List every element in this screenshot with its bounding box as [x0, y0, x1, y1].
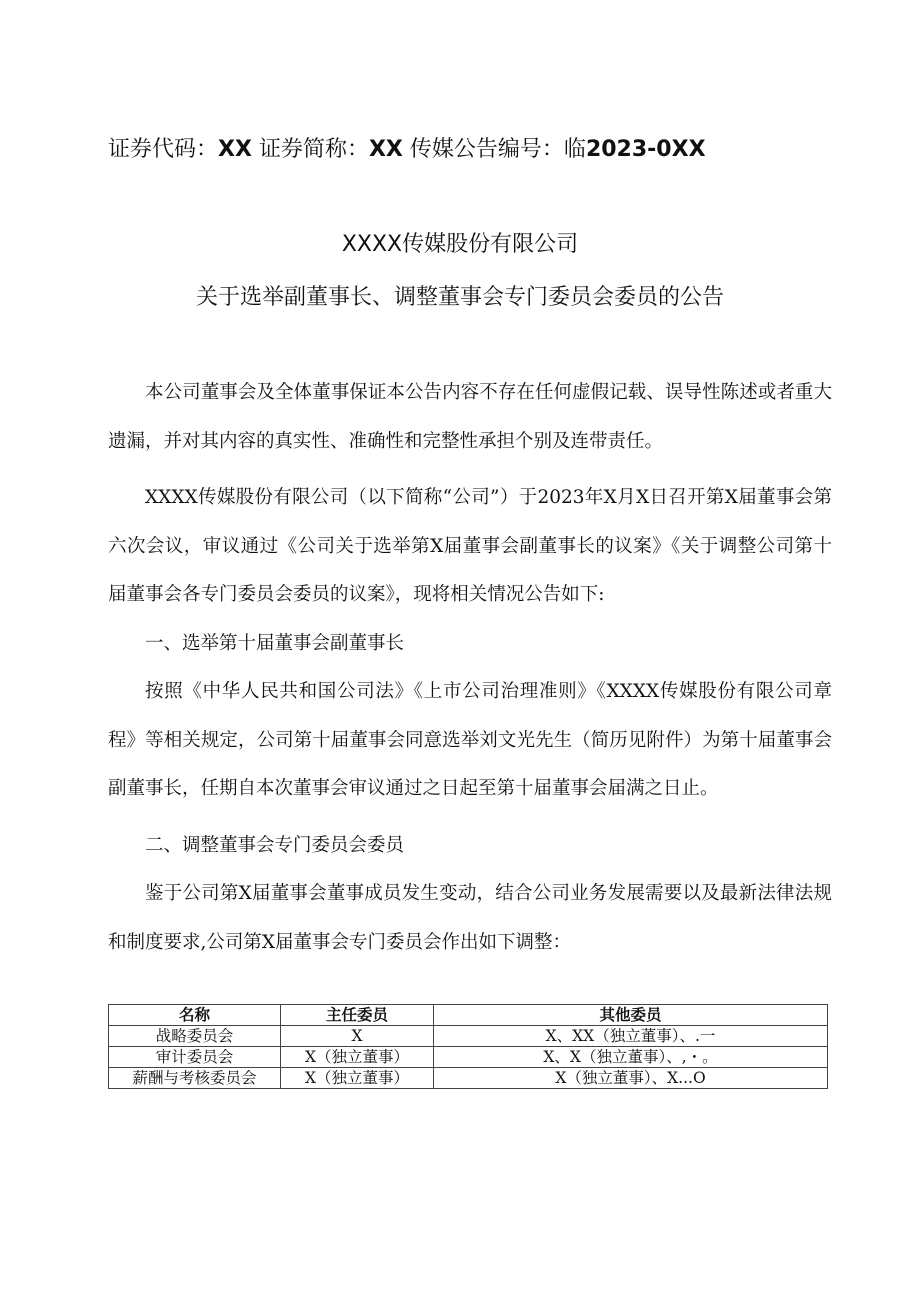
committee-members: X（独立董事）、X...O	[434, 1068, 828, 1089]
notice-number-label: 公告编号：临	[453, 137, 586, 162]
company-name: XXXX传媒股份有限公司	[341, 232, 579, 257]
table-row	[109, 1047, 828, 1068]
stock-abbr-suffix: 传媒	[409, 137, 454, 162]
stock-abbr-value: XX	[368, 137, 403, 162]
committee-table	[108, 1004, 828, 1089]
committee-chair: X（独立董事）	[281, 1047, 434, 1068]
section-heading-2: 二、调整董事会专门委员会委员	[145, 834, 405, 856]
header-members: 其他委员	[434, 1005, 828, 1026]
disclaimer-paragraph: 本公司董事会及全体董事保证本公告内容不存在任何虚假记载、误导性陈述或者重大遗漏，并对其内容的真实性、准确性和完整性承担个别及连带责任。	[108, 382, 832, 452]
adjustment-paragraph: 鉴于公司第X届董事会董事成员发生变动，结合公司业务发展需要以及最新法律法规和制度要求,公司第X届董事会专门委员会作出如下调整：	[108, 883, 832, 953]
stock-abbr-label: 证券简称：	[258, 137, 369, 162]
meeting-paragraph: XXXX传媒股份有限公司（以下简称“公司”）于2023年X月X日召开第X届董事会第六次会议，审议通过《公司关于选举第X届董事会副董事长的议案》《关于调整公司第十届董事会各专门委员会委员的议案》，现将相关情况公告如下:	[108, 487, 832, 605]
table-header-row	[109, 1005, 828, 1026]
stock-code-value: XX	[218, 137, 252, 162]
election-paragraph: 按照《中华人民共和国公司法》《上市公司治理准则》《XXXX传媒股份有限公司章程》等相关规定，公司第十届董事会同意选举刘文光先生（简历见附件）为第十届董事会副董事长，任期自本次董事会审议通过之日起至第十届董事会届满之日止。	[108, 681, 832, 799]
committee-members: X、XX（独立董事）、.一	[434, 1026, 828, 1047]
table-row	[109, 1026, 828, 1047]
committee-chair: X（独立董事）	[281, 1068, 434, 1089]
committee-members: X、X（独立董事）、,・。	[434, 1047, 828, 1068]
committee-name: 审计委员会	[109, 1047, 281, 1068]
stock-code-label: 证券代码：	[108, 137, 219, 162]
header-chair: 主任委员	[281, 1005, 434, 1026]
announcement-header	[108, 134, 868, 166]
section-heading-1: 一、选举第十届董事会副董事长	[145, 632, 405, 654]
announcement-body	[108, 369, 832, 967]
committee-name: 战略委员会	[109, 1026, 281, 1047]
document-title: 关于选举副董事长、调整董事会专门委员会委员的公告	[195, 285, 724, 310]
notice-number-value: 2023-0XX	[585, 137, 706, 162]
table-row	[109, 1068, 828, 1089]
committee-chair: X	[281, 1026, 434, 1047]
committee-name: 薪酬与考核委员会	[109, 1068, 281, 1089]
header-name: 名称	[109, 1005, 281, 1026]
